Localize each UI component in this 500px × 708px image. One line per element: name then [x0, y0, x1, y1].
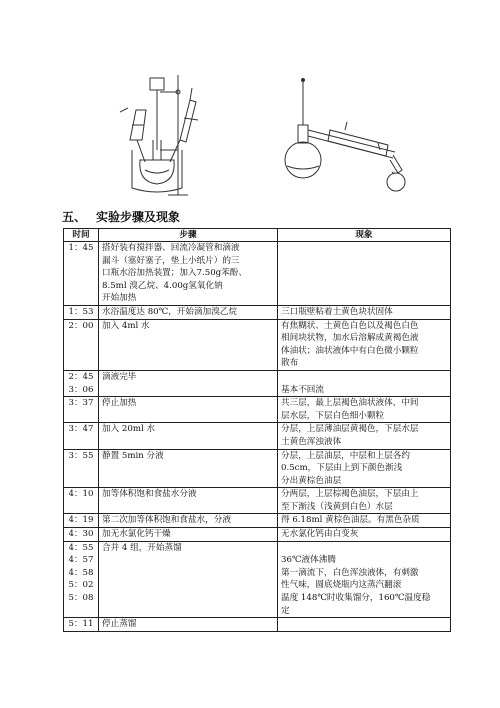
step-cell	[99, 618, 278, 632]
observation-cell-line: 相间块状物，加水后溶解成黄褐色液	[281, 333, 419, 344]
observation-cell-line: 体油状；油状液体中有白色微小颗粒	[281, 345, 419, 356]
observation-cell-line: 共三层，最上层褐色油状液体，中间	[281, 398, 419, 409]
step-cell-line: 滴液完毕	[102, 371, 137, 382]
time-cell	[64, 528, 99, 542]
time-cell	[64, 449, 99, 488]
step-cell-line: 搭好装有搅拌器、回流冷凝管和滴液	[102, 243, 240, 253]
time-cell-line: 2：45	[68, 371, 94, 382]
step-cell	[99, 514, 278, 528]
time-cell	[64, 618, 99, 632]
time-cell-line: 5：02	[68, 580, 94, 591]
time-cell-line: 4：19	[68, 515, 94, 526]
table-row	[64, 423, 451, 449]
step-cell	[99, 242, 278, 306]
observation-cell	[278, 423, 451, 449]
time-cell-line: 3：47	[68, 424, 94, 435]
table-row	[64, 618, 451, 632]
observation-cell-line: 至下渐浅（浅黄到白色）水层	[281, 501, 393, 512]
observation-cell-line: 分出黄棕色油层	[281, 475, 342, 486]
table-row	[64, 242, 451, 306]
header-observation: 现象	[278, 229, 451, 242]
step-cell-line: 停止蒸馏	[102, 619, 137, 630]
observation-cell	[278, 488, 451, 514]
table-header-row	[64, 229, 451, 242]
observation-cell-line: 得 6.18ml 黄棕色油层。有黑色杂质	[281, 515, 420, 526]
observation-cell	[278, 618, 451, 632]
table-row	[64, 397, 451, 423]
observation-cell-line: 温度 148℃时收集馏分，160℃温度稳	[281, 593, 431, 604]
time-cell-line: 2：00	[68, 320, 94, 331]
time-cell-line: 5：11	[68, 619, 94, 630]
observation-cell-line: 无水氯化钙由白变灰	[281, 529, 359, 540]
step-cell	[99, 397, 278, 423]
time-cell-line: 3：37	[68, 398, 94, 409]
observation-cell-line	[281, 371, 447, 384]
observation-cell-line: 第一滴流下，白色浑浊液体，有刺激	[281, 567, 419, 578]
time-cell-line: 4：55	[68, 542, 94, 553]
observation-cell-line: 36℃液体沸腾	[281, 555, 336, 566]
step-cell-line: 静置 5min 分液	[102, 450, 164, 461]
observation-cell-line: 分层，上层薄油层黄褐色，下层水层	[281, 424, 419, 435]
step-cell-line: 加入 20ml 水	[102, 424, 156, 435]
table-row	[64, 319, 451, 370]
step-cell-line: 加等体积饱和食盐水分液	[102, 489, 197, 500]
section-number: 五、	[62, 210, 87, 224]
observation-cell-line: 分两层，上层棕褐色油层，下层由上	[281, 489, 419, 500]
observation-cell	[278, 449, 451, 488]
step-cell-line: 加无水氯化钙干燥	[102, 529, 171, 540]
table-row	[64, 528, 451, 542]
observation-cell	[278, 319, 451, 370]
reflux-apparatus-drawing	[120, 75, 198, 195]
observation-cell-line: 性气味，圆底烧瓶内这蒸汽翻滚	[281, 580, 402, 591]
time-cell	[64, 541, 99, 618]
time-cell-line: 1：53	[68, 306, 94, 317]
step-cell-line: 第二次加等体积饱和食盐水，分液	[102, 515, 231, 526]
observation-cell	[278, 541, 451, 618]
observation-cell	[278, 528, 451, 542]
step-cell-line: 停止加热	[102, 398, 137, 409]
table-row	[64, 514, 451, 528]
observation-cell	[278, 370, 451, 396]
step-cell-line: 8.5ml 溴乙烷、4.00g氢氧化钠	[102, 280, 223, 291]
time-cell	[64, 488, 99, 514]
time-cell-line: 4：30	[68, 529, 94, 540]
section-title: 实验步骤及现象	[96, 210, 181, 224]
table-row	[64, 370, 451, 396]
observation-cell-line: 定	[281, 605, 290, 616]
step-cell	[99, 319, 278, 370]
time-cell	[64, 319, 99, 370]
time-cell-line: 3：55	[68, 450, 94, 461]
step-cell	[99, 541, 278, 618]
observation-cell-line	[281, 542, 447, 555]
section-heading	[62, 208, 180, 225]
step-cell	[99, 449, 278, 488]
observation-cell-line: 0.5cm，下层由上到下颜色渐浅	[281, 463, 403, 474]
step-cell-line: 口瓶水浴加热装置；加入7.50g苯酚、	[102, 268, 247, 279]
table-row	[64, 488, 451, 514]
table-row	[64, 305, 451, 319]
time-cell	[64, 370, 99, 396]
time-cell-line: 5：08	[68, 593, 94, 604]
time-cell-line: 4：58	[68, 567, 94, 578]
step-cell	[99, 488, 278, 514]
observation-cell	[278, 397, 451, 423]
step-cell	[99, 305, 278, 319]
distillation-apparatus-drawing	[285, 78, 405, 191]
time-cell-line: 1：45	[68, 243, 94, 253]
observation-cell-line: 散布	[281, 358, 299, 369]
step-cell	[99, 370, 278, 396]
time-cell	[64, 423, 99, 449]
observation-cell	[278, 305, 451, 319]
step-cell-line: 合并 4 组，开始蒸馏	[102, 542, 182, 553]
step-cell-line: 加入 4ml 水	[102, 320, 150, 331]
observation-cell	[278, 242, 451, 306]
observation-cell-line: 有焦糊状、土黄色白色以及褐色白色	[281, 320, 419, 331]
step-cell-line: 开始加热	[102, 293, 137, 304]
observation-cell-line: 三口瓶壁粘着土黄色块状固体	[281, 306, 393, 317]
table-row	[64, 449, 451, 488]
observation-cell-line: 层水层，下层白色细小颗粒	[281, 410, 385, 421]
time-cell	[64, 397, 99, 423]
step-cell	[99, 423, 278, 449]
observation-cell	[278, 514, 451, 528]
time-cell	[64, 305, 99, 319]
step-cell	[99, 528, 278, 542]
time-cell-line: 4：10	[68, 489, 94, 500]
apparatus-figures	[0, 0, 500, 205]
experiment-steps-table	[63, 228, 451, 632]
observation-cell-line: 基本不回流	[281, 384, 324, 395]
time-cell-line: 4：57	[68, 555, 94, 566]
time-cell	[64, 514, 99, 528]
step-cell-line: 漏斗（塞好塞子，垫上小纸片）的三	[102, 255, 240, 266]
time-cell	[64, 242, 99, 306]
header-step: 步骤	[99, 229, 278, 242]
step-cell-line: 水浴温度达 80℃，开始滴加溴乙烷	[102, 306, 237, 317]
time-cell-line: 3：06	[68, 384, 94, 395]
observation-cell-line: 分层，上层油层，中层和上层各约	[281, 450, 410, 461]
observation-cell-line: 土黄色浑浊液体	[281, 436, 342, 447]
table-row	[64, 541, 451, 618]
header-time: 时间	[64, 229, 99, 242]
